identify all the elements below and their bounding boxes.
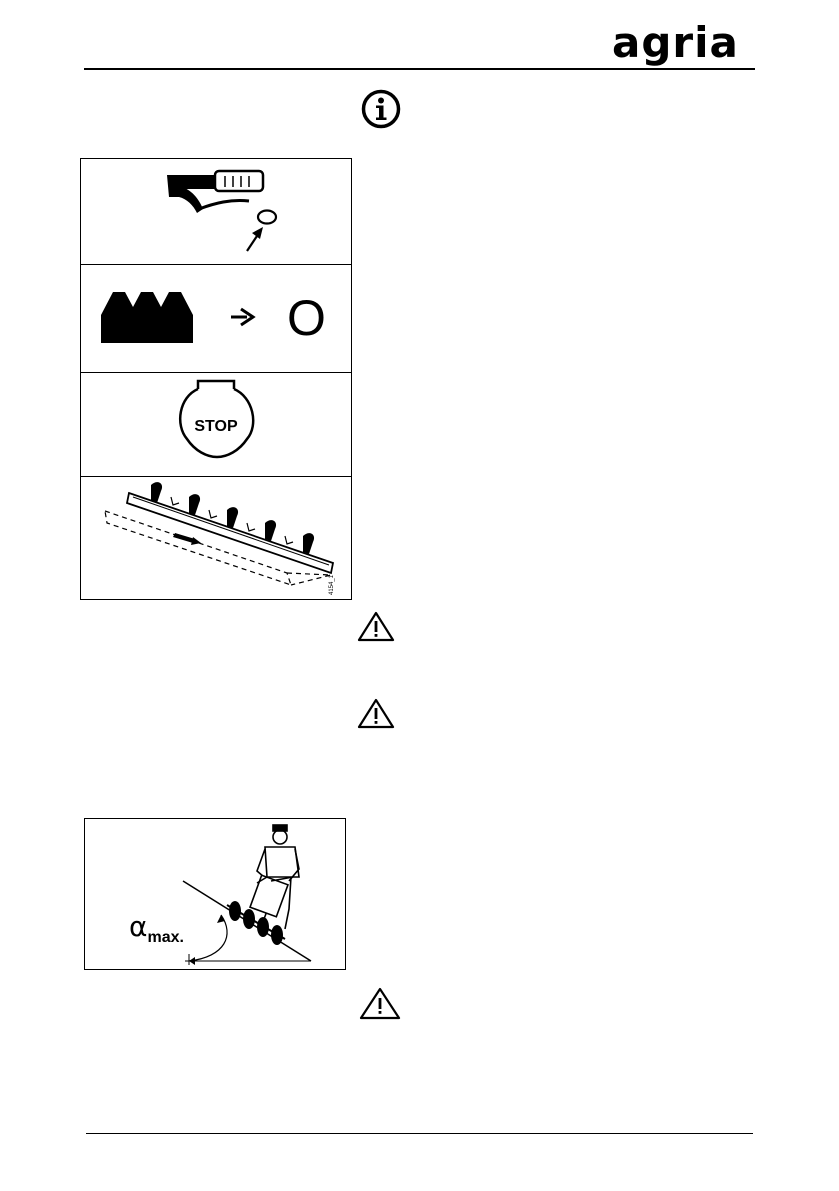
warning-triangle-icon: [356, 610, 396, 642]
cutter-bar-icon: [81, 477, 353, 601]
warning-triangle-icon: [356, 697, 396, 729]
stop-icon: [81, 373, 353, 477]
throttle-lever-icon: [81, 159, 353, 265]
throttle-panel: [81, 159, 351, 265]
agria-logo: agria: [612, 18, 739, 67]
slope-illustration: [85, 819, 347, 971]
info-icon: [360, 88, 402, 130]
speed-panel: [81, 265, 351, 373]
footer-rule: [86, 1133, 753, 1134]
warning-triangle-icon: [358, 986, 402, 1020]
stop-label: STOP: [194, 418, 238, 435]
header-rule: [84, 68, 755, 70]
max-angle-label: $\alpha_{max.}$: [129, 910, 184, 946]
procedure-figure: [80, 158, 352, 600]
stop-panel: [81, 373, 351, 477]
speed-off-label: O: [287, 290, 326, 346]
cutter-bar-panel: [81, 477, 351, 601]
slope-figure: [84, 818, 346, 970]
figure-code: 4154_1: [329, 574, 335, 595]
